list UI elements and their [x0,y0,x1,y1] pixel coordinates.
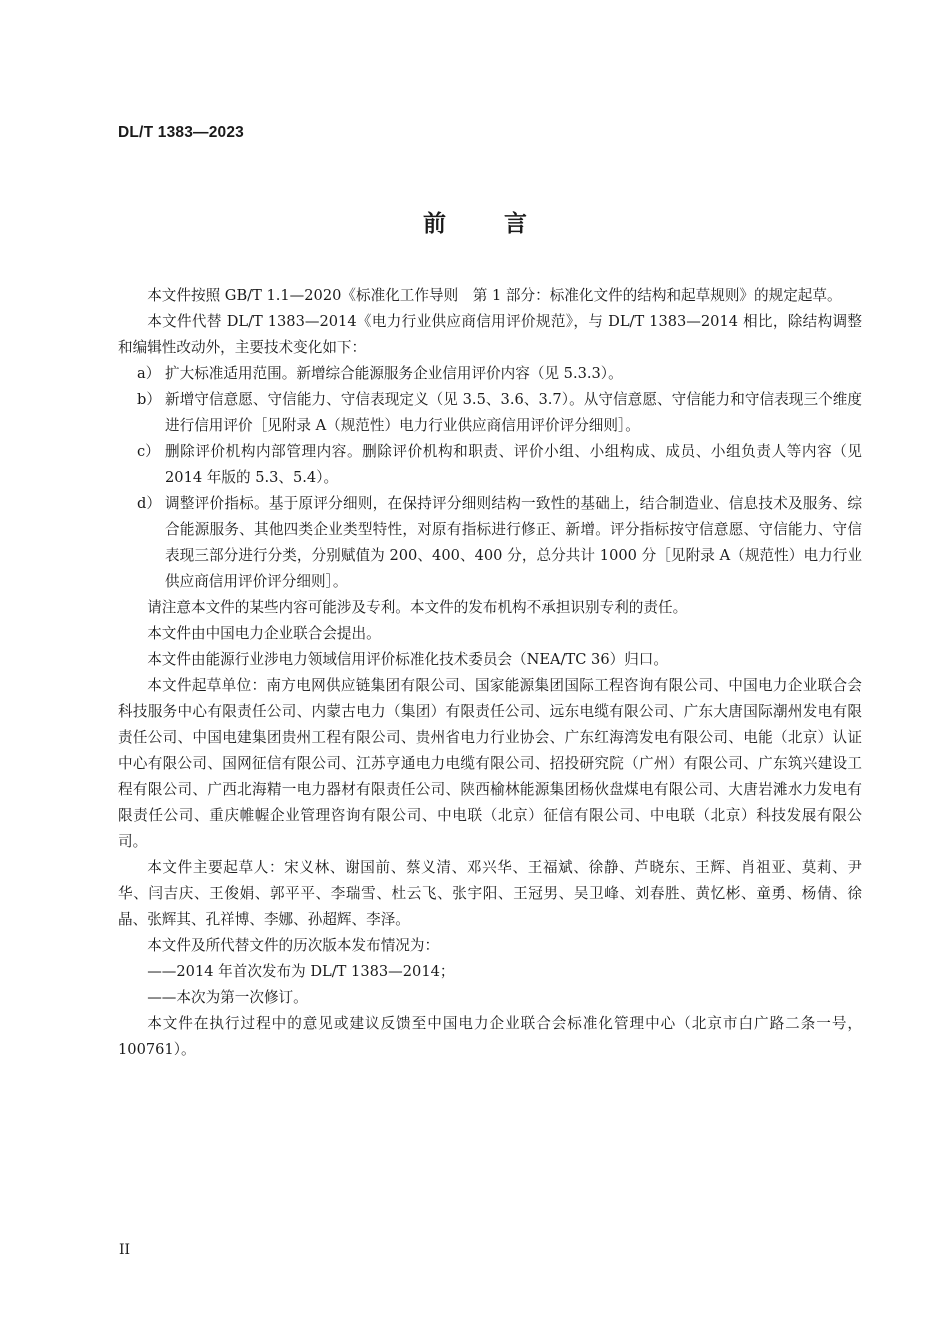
list-item-text: 调整评价指标。基于原评分细则，在保持评分细则结构一致性的基础上，结合制造业、信息技术及服务、综合能源服务、其他四类企业类型特性，对原有指标进行修正、新增。评分指标按守信意愿、守信能力、守信表现三部分进行分类，分别赋值为 200、400、400 分，总分共计 1000 分［见附录 A（规范性）电力行业供应商信用评价评分细则］。 [165,495,862,590]
list-item [118,387,862,439]
list-item-label: b） [137,391,161,408]
paragraph-proposer: 本文件由中国电力企业联合会提出。 [147,625,381,642]
list-item-label: a） [137,365,161,382]
paragraph-drafting-rules: 本文件按照 GB/T 1.1—2020《标准化工作导则 第 1 部分：标准化文件的结构和起草规则》的规定起草。 [147,287,842,304]
document-code: DL/T 1383—2023 [118,124,245,141]
list-item [118,491,862,595]
list-item [118,439,862,491]
page-number: II [119,1242,131,1258]
version-history-item: ——本次为第一次修订。 [147,989,308,1006]
list-item [118,361,862,387]
paragraph-version-history: 本文件及所代替文件的历次版本发布情况为： [147,937,440,954]
paragraph-patent-notice: 请注意本文件的某些内容可能涉及专利。本文件的发布机构不承担识别专利的责任。 [147,599,688,616]
list-item-text: 扩大标准适用范围。新增综合能源服务企业信用评价内容（见 5.3.3）。 [165,365,623,382]
paragraph-feedback: 本文件在执行过程中的意见或建议反馈至中国电力企业联合会标准化管理中心（北京市白广路二条一号，100761）。 [118,1015,862,1058]
paragraph-committee: 本文件由能源行业涉电力领域信用评价标准化技术委员会（NEA/TC 36）归口。 [147,651,668,668]
list-item-label: d） [137,495,161,512]
version-history-item: ——2014 年首次发布为 DL/T 1383—2014； [147,963,455,980]
page-title: 前言 [423,211,585,237]
list-item-label: c） [137,443,160,460]
preface-body [118,283,862,1063]
list-item-text: 删除评价机构内部管理内容。删除评价机构和职责、评价小组、小组构成、成员、小组负责人等内容（见 2014 年版的 5.3、5.4）。 [165,443,862,486]
paragraph-drafters: 本文件主要起草人：宋义林、谢国前、蔡义清、邓兴华、王福斌、徐静、芦晓东、王辉、肖祖亚、莫莉、尹华、闫吉庆、王俊娟、郭平平、李瑞雪、杜云飞、张宇阳、王冠男、吴卫峰、刘春胜、黄忆彬、童勇、杨倩、徐晶、张辉其、孔祥博、李娜、孙超辉、李泽。 [118,859,862,928]
list-item-text: 新增守信意愿、守信能力、守信表现定义（见 3.5、3.6、3.7）。从守信意愿、守信能力和守信表现三个维度进行信用评价［见附录 A（规范性）电力行业供应商信用评价评分细则］。 [165,391,862,434]
paragraph-replacement: 本文件代替 DL/T 1383—2014《电力行业供应商信用评价规范》，与 DL/T 1383—2014 相比，除结构调整和编辑性改动外，主要技术变化如下： [118,313,862,356]
paragraph-drafting-units: 本文件起草单位：南方电网供应链集团有限公司、国家能源集团国际工程咨询有限公司、中国电力企业联合会科技服务中心有限责任公司、内蒙古电力（集团）有限责任公司、远东电缆有限公司、广东大唐国际潮州发电有限责任公司、中国电建集团贵州工程有限公司、贵州省电力行业协会、广东红海湾发电有限公司、电能（北京）认证中心有限公司、国网征信有限公司、江苏亨通电力电缆有限公司、招投研究院（广州）有限公司、广东筑兴建设工程有限公司、广西北海精一电力器材有限责任公司、陕西榆林能源集团杨伙盘煤电有限公司、大唐岩滩水力发电有限责任公司、重庆帷幄企业管理咨询有限公司、中电联（北京）征信有限公司、中电联（北京）科技发展有限公司。 [118,677,862,850]
